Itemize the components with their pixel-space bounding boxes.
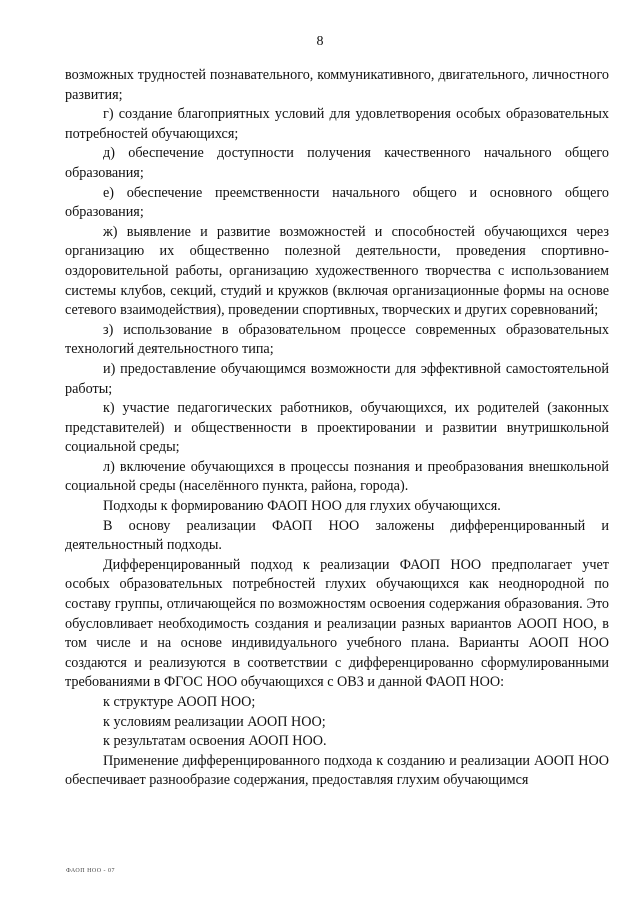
footer-code: ФАОП НОО - 07 [66,868,116,874]
document-body [65,66,609,791]
list-item-l: л) включение обучающихся в процессы познания и преобразования внешкольной социальной среды (населённого пункта, района, города). [65,458,609,495]
page-number: 8 [316,34,324,49]
paragraph: Применение дифференцированного подхода к созданию и реализации АООП НОО обеспечивает разнообразие содержания, предоставляя глухим обучающимся [65,752,609,789]
list-item-i: и) предоставление обучающимся возможности для эффективной самостоятельной работы; [65,360,609,397]
section-heading: Подходы к формированию ФАОП НОО для глухих обучающихся. [103,498,501,515]
requirement-item: к структуре АООП НОО; [103,694,256,710]
list-item-g: г) создание благоприятных условий для удовлетворения особых образовательных потребностей обучающихся; [65,106,609,142]
paragraph: Дифференцированный подход к реализации ФАОП НОО предполагает учет особых образовательных потребностей глухих обучающихся как неоднородной по составу группы, отличающейся по возможностям освоения содержания образования. Это обусловливает необходимость создания и реализации разных вариантов АООП НОО, в том числе и на основе индивидуального учебного плана. Варианты АООП НОО создаются и реализуются в соответствии с дифференцированно сформулированными требованиями в ФГОС НОО обучающихся с ОВЗ и данной ФАОП НОО: [65,556,609,691]
list-item-d: д) обеспечение доступности получения качественного начального общего образования; [65,145,609,181]
list-item-zh: ж) выявление и развитие возможностей и способностей обучающихся через организацию их общественно полезной деятельности, проведения спортивно-оздоровительной работы, организацию художественного творчества с использованием системы клубов, секций, студий и кружков (включая организационные формы на основе сетевого взаимодействия), проведении спортивных, творческих и других соревнований; [65,223,609,319]
paragraph-continuation: возможных трудностей познавательного, коммуникативного, двигательного, личностного развития; [65,67,609,103]
paragraph: В основу реализации ФАОП НОО заложены дифференцированный и деятельностный подходы. [65,517,609,554]
list-item-z: з) использование в образовательном процессе современных образовательных технологий деятельностного типа; [65,321,609,358]
requirement-item: к результатам освоения АООП НОО. [103,733,327,750]
requirement-item: к условиям реализации АООП НОО; [103,713,326,730]
list-item-k: к) участие педагогических работников, обучающихся, их родителей (законных представителей) и общественности в проектировании и развитии внутришкольной социальной среды; [65,400,609,456]
list-item-e: е) обеспечение преемственности начального общего и основного общего образования; [65,184,609,221]
